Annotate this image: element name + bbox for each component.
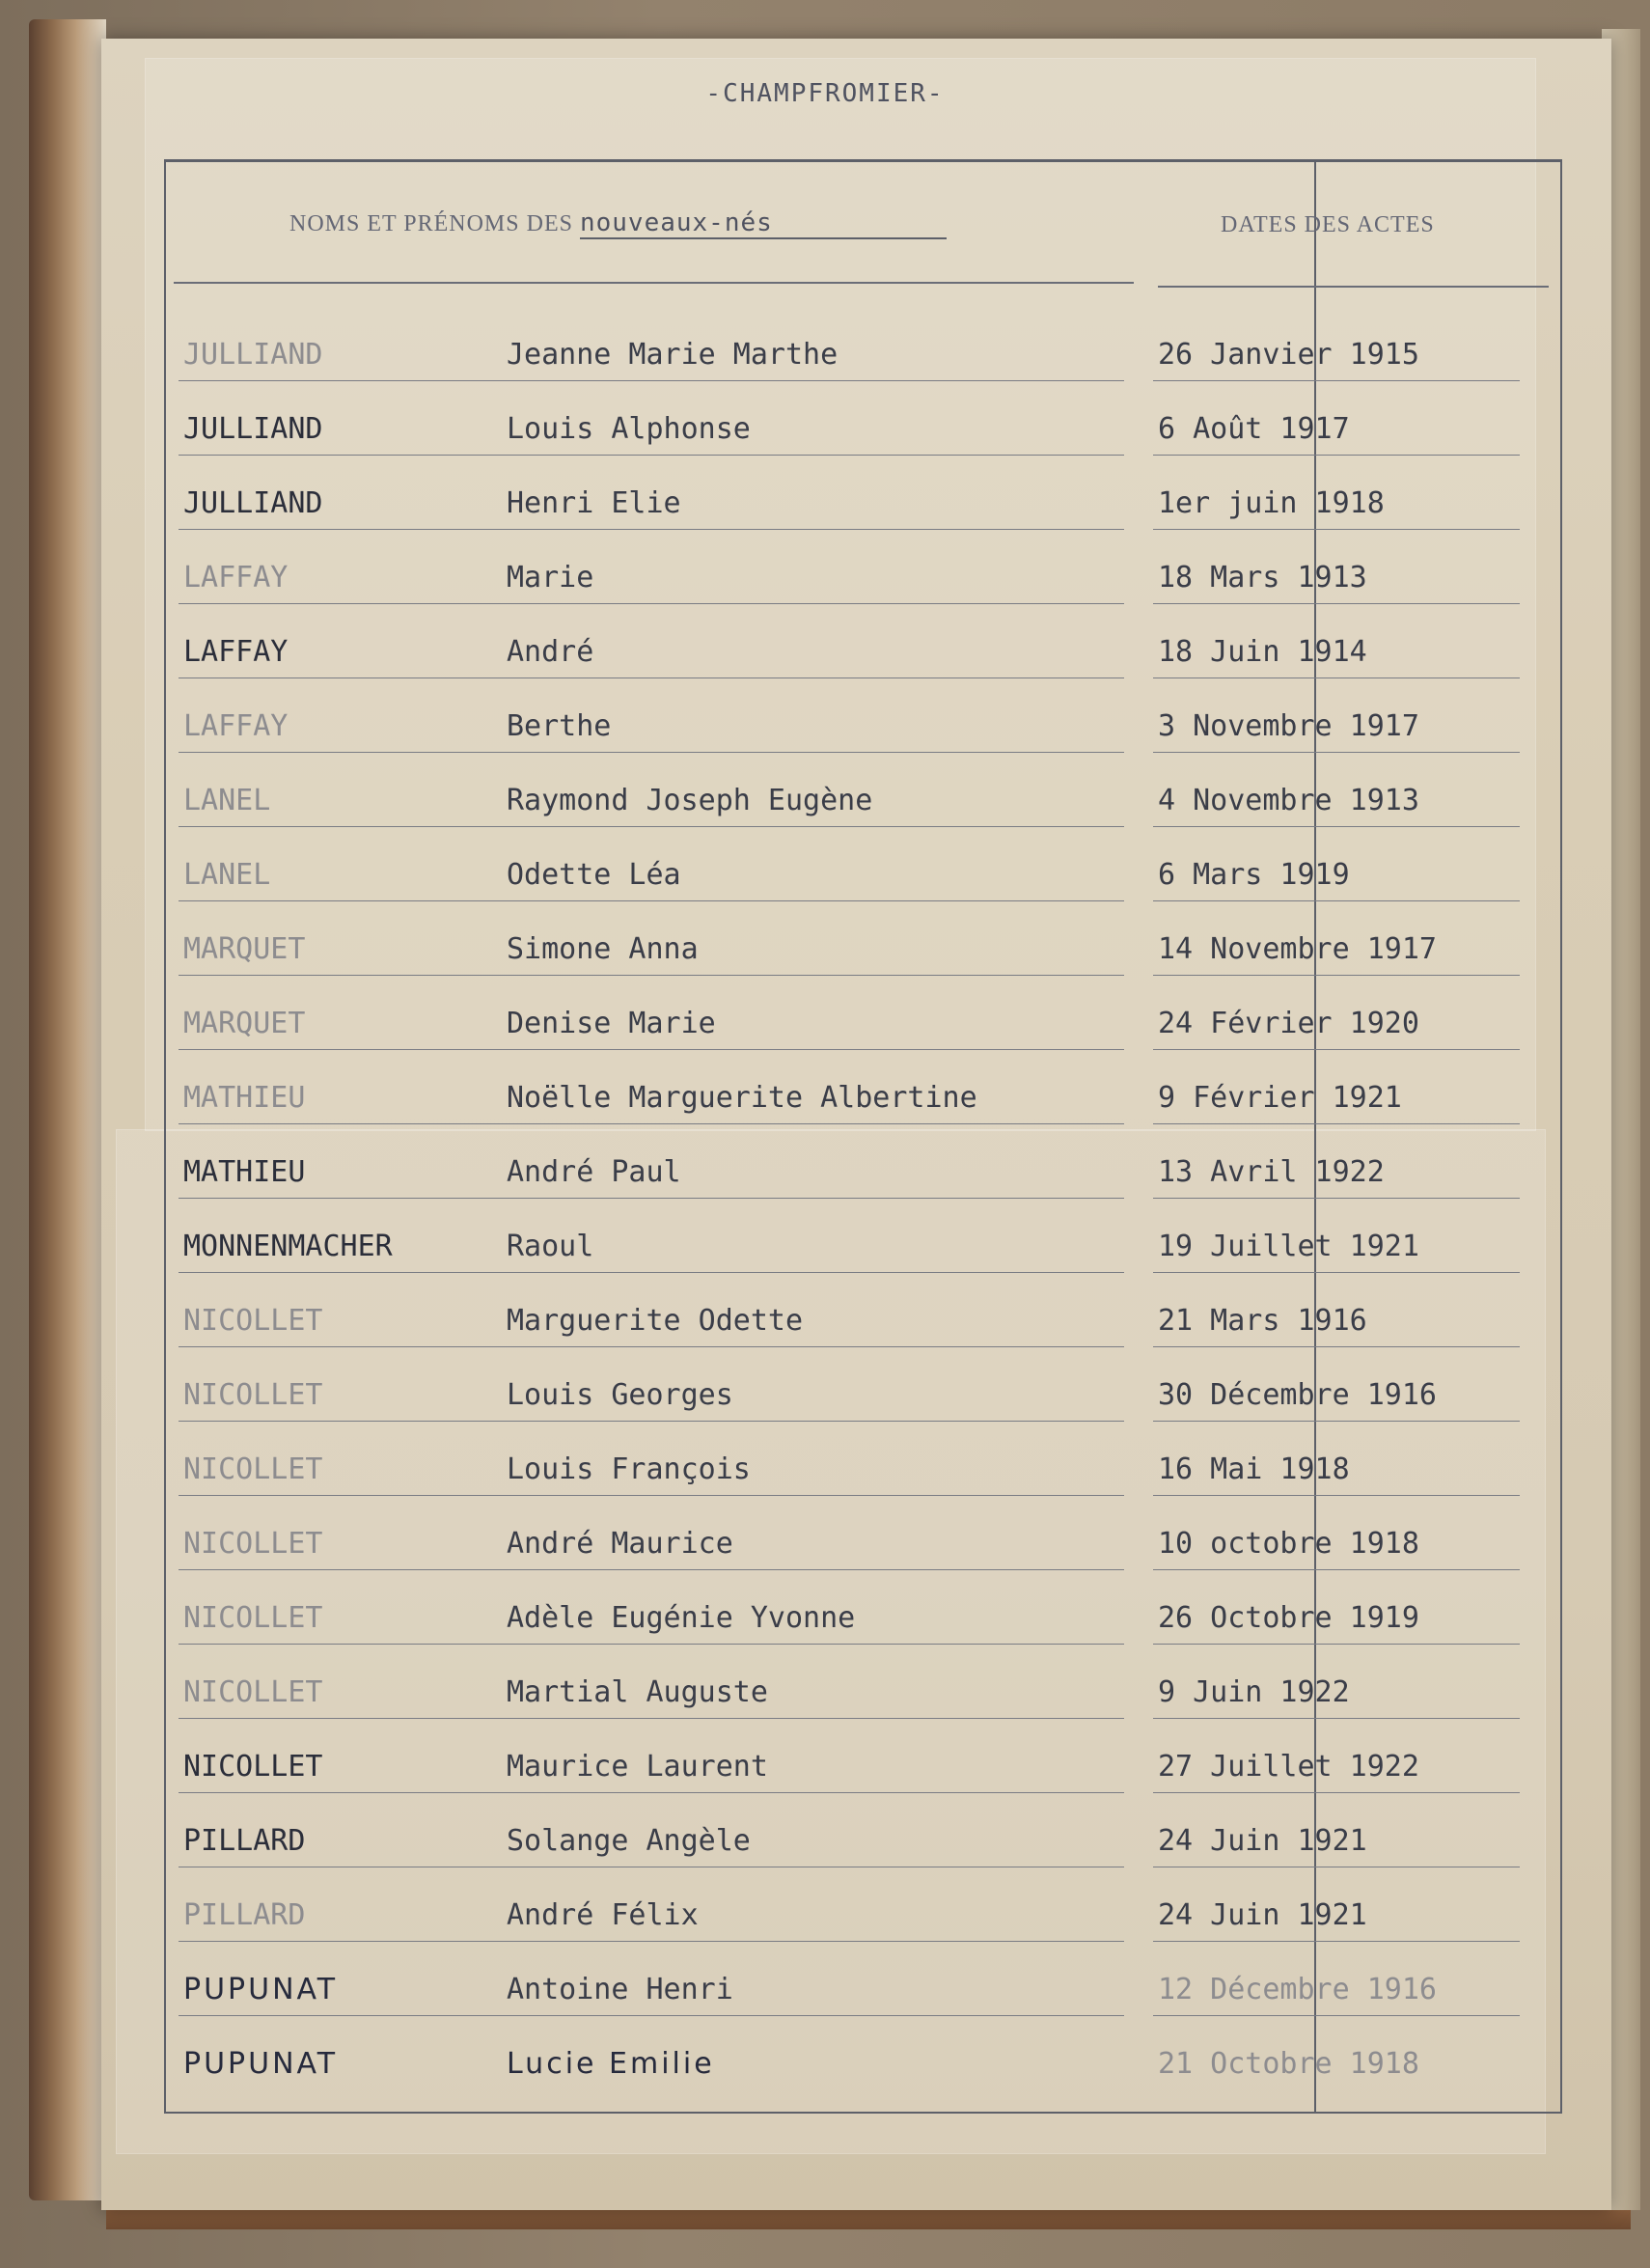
row-rule bbox=[1153, 1198, 1520, 1199]
row-date: 18 Juin 1914 bbox=[1158, 635, 1367, 669]
row-date: 9 Février 1921 bbox=[1158, 1081, 1402, 1115]
row-rule bbox=[179, 603, 1124, 604]
row-date: 14 Novembre 1917 bbox=[1158, 932, 1437, 966]
row-surname: PUPUNAT bbox=[183, 1973, 339, 2006]
row-surname: NICOLLET bbox=[183, 1601, 323, 1635]
row-date: 27 Juillet 1922 bbox=[1158, 1750, 1419, 1784]
row-rule bbox=[1153, 1644, 1520, 1645]
row-rule bbox=[179, 975, 1124, 976]
row-surname: PILLARD bbox=[183, 1898, 306, 1932]
row-surname: NICOLLET bbox=[183, 1378, 323, 1412]
row-rule bbox=[179, 1421, 1124, 1422]
row-date: 12 Décembre 1916 bbox=[1158, 1973, 1437, 2006]
row-rule bbox=[179, 1123, 1124, 1124]
row-given-names: Louis Georges bbox=[507, 1378, 733, 1412]
row-given-names: Marguerite Odette bbox=[507, 1304, 804, 1338]
row-rule bbox=[1153, 1495, 1520, 1496]
name-column-fill: nouveaux-nés bbox=[580, 208, 947, 239]
row-surname: NICOLLET bbox=[183, 1750, 323, 1784]
row-date: 16 Mai 1918 bbox=[1158, 1452, 1350, 1486]
row-rule bbox=[1153, 975, 1520, 976]
row-given-names: Maurice Laurent bbox=[507, 1750, 768, 1784]
row-given-names: Louis Alphonse bbox=[507, 412, 751, 446]
row-given-names: Lucie Emilie bbox=[507, 2047, 715, 2081]
row-given-names: Noëlle Marguerite Albertine bbox=[507, 1081, 977, 1115]
row-given-names: Berthe bbox=[507, 709, 612, 743]
row-given-names: Odette Léa bbox=[507, 858, 681, 892]
row-surname: LANEL bbox=[183, 858, 271, 892]
row-rule bbox=[1153, 455, 1520, 456]
row-date: 13 Avril 1922 bbox=[1158, 1155, 1385, 1189]
row-given-names: Adèle Eugénie Yvonne bbox=[507, 1601, 856, 1635]
register-row bbox=[0, 1824, 1650, 1882]
row-rule bbox=[179, 1346, 1124, 1347]
register-row bbox=[0, 1452, 1650, 1510]
row-rule bbox=[1153, 900, 1520, 901]
register-row bbox=[0, 858, 1650, 916]
row-given-names: Raoul bbox=[507, 1230, 594, 1263]
register-row bbox=[0, 635, 1650, 693]
register-row bbox=[0, 1675, 1650, 1733]
row-surname: MARQUET bbox=[183, 932, 306, 966]
row-rule bbox=[1153, 752, 1520, 753]
row-given-names: Jeanne Marie Marthe bbox=[507, 338, 839, 372]
row-surname: MATHIEU bbox=[183, 1155, 306, 1189]
register-row bbox=[0, 2047, 1650, 2105]
row-date: 21 Octobre 1918 bbox=[1158, 2047, 1419, 2081]
row-rule bbox=[1153, 826, 1520, 827]
row-rule bbox=[179, 1792, 1124, 1793]
row-date: 6 Mars 1919 bbox=[1158, 858, 1350, 892]
row-surname: PUPUNAT bbox=[183, 2047, 339, 2081]
register-row bbox=[0, 1601, 1650, 1659]
row-surname: PILLARD bbox=[183, 1824, 306, 1858]
row-rule bbox=[1153, 1123, 1520, 1124]
row-date: 24 Février 1920 bbox=[1158, 1007, 1419, 1040]
row-given-names: Denise Marie bbox=[507, 1007, 716, 1040]
row-rule bbox=[179, 1718, 1124, 1719]
row-date: 6 Août 1917 bbox=[1158, 412, 1350, 446]
row-given-names: Louis François bbox=[507, 1452, 751, 1486]
row-rule bbox=[1153, 1049, 1520, 1050]
row-surname: LANEL bbox=[183, 784, 271, 817]
row-surname: MATHIEU bbox=[183, 1081, 306, 1115]
register-row bbox=[0, 1155, 1650, 1213]
row-given-names: Marie bbox=[507, 561, 594, 595]
row-rule bbox=[1153, 1792, 1520, 1793]
row-surname: JULLIAND bbox=[183, 486, 323, 520]
name-column-prefix: NOMS ET PRÉNOMS DES bbox=[289, 211, 573, 236]
row-rule bbox=[179, 1198, 1124, 1199]
row-surname: NICOLLET bbox=[183, 1304, 323, 1338]
row-surname: LAFFAY bbox=[183, 635, 289, 669]
row-rule bbox=[1153, 2015, 1520, 2016]
row-surname: MONNENMACHER bbox=[183, 1230, 393, 1263]
row-surname: NICOLLET bbox=[183, 1527, 323, 1561]
register-row bbox=[0, 932, 1650, 990]
row-date: 24 Juin 1921 bbox=[1158, 1898, 1367, 1932]
row-rule bbox=[1153, 1718, 1520, 1719]
row-surname: JULLIAND bbox=[183, 338, 323, 372]
register-row bbox=[0, 784, 1650, 842]
row-date: 24 Juin 1921 bbox=[1158, 1824, 1367, 1858]
row-date: 21 Mars 1916 bbox=[1158, 1304, 1367, 1338]
row-surname: LAFFAY bbox=[183, 709, 289, 743]
register-row bbox=[0, 1898, 1650, 1956]
row-given-names: André Félix bbox=[507, 1898, 699, 1932]
row-date: 4 Novembre 1913 bbox=[1158, 784, 1419, 817]
register-row bbox=[0, 486, 1650, 544]
row-given-names: Antoine Henri bbox=[507, 1973, 733, 2006]
register-row bbox=[0, 1973, 1650, 2031]
row-rule bbox=[179, 900, 1124, 901]
row-given-names: André bbox=[507, 635, 594, 669]
row-date: 26 Octobre 1919 bbox=[1158, 1601, 1419, 1635]
row-rule bbox=[1153, 1421, 1520, 1422]
row-rule bbox=[179, 1569, 1124, 1570]
register-row bbox=[0, 1304, 1650, 1362]
row-date: 10 octobre 1918 bbox=[1158, 1527, 1419, 1561]
register-row bbox=[0, 412, 1650, 470]
row-rule bbox=[1153, 1941, 1520, 1942]
row-date: 30 Décembre 1916 bbox=[1158, 1378, 1437, 1412]
row-date: 3 Novembre 1917 bbox=[1158, 709, 1419, 743]
row-rule bbox=[179, 1049, 1124, 1050]
date-column-header: DATES DES ACTES bbox=[1221, 212, 1435, 237]
row-rule bbox=[179, 2015, 1124, 2016]
register-row bbox=[0, 338, 1650, 396]
header-rule bbox=[1158, 286, 1549, 288]
row-rule bbox=[1153, 603, 1520, 604]
row-date: 26 Janvier 1915 bbox=[1158, 338, 1419, 372]
row-rule bbox=[1153, 380, 1520, 381]
row-rule bbox=[179, 1941, 1124, 1942]
name-column-header bbox=[289, 208, 1023, 239]
row-date: 1er juin 1918 bbox=[1158, 486, 1385, 520]
row-surname: LAFFAY bbox=[183, 561, 289, 595]
row-given-names: Raymond Joseph Eugène bbox=[507, 784, 873, 817]
row-rule bbox=[1153, 529, 1520, 530]
row-date: 19 Juillet 1921 bbox=[1158, 1230, 1419, 1263]
row-rule bbox=[1153, 1569, 1520, 1570]
row-surname: NICOLLET bbox=[183, 1452, 323, 1486]
register-row bbox=[0, 1378, 1650, 1436]
row-surname: MARQUET bbox=[183, 1007, 306, 1040]
row-rule bbox=[1153, 1346, 1520, 1347]
page-title: -CHAMPFROMIER- bbox=[705, 79, 945, 108]
row-date: 18 Mars 1913 bbox=[1158, 561, 1367, 595]
row-rule bbox=[179, 455, 1124, 456]
register-row bbox=[0, 1081, 1650, 1139]
row-given-names: André Maurice bbox=[507, 1527, 733, 1561]
register-row bbox=[0, 1527, 1650, 1585]
row-given-names: André Paul bbox=[507, 1155, 681, 1189]
row-given-names: Simone Anna bbox=[507, 932, 699, 966]
row-rule bbox=[179, 529, 1124, 530]
row-surname: NICOLLET bbox=[183, 1675, 323, 1709]
register-row bbox=[0, 1230, 1650, 1287]
row-rule bbox=[1153, 1272, 1520, 1273]
row-rule bbox=[179, 1495, 1124, 1496]
row-rule bbox=[179, 380, 1124, 381]
register-row bbox=[0, 1750, 1650, 1808]
row-surname: JULLIAND bbox=[183, 412, 323, 446]
row-rule bbox=[179, 752, 1124, 753]
row-rule bbox=[179, 1272, 1124, 1273]
register-row bbox=[0, 709, 1650, 767]
register-row bbox=[0, 1007, 1650, 1065]
row-given-names: Martial Auguste bbox=[507, 1675, 768, 1709]
header-rule bbox=[174, 282, 1134, 284]
row-date: 9 Juin 1922 bbox=[1158, 1675, 1350, 1709]
register-row bbox=[0, 561, 1650, 619]
row-given-names: Solange Angèle bbox=[507, 1824, 751, 1858]
row-rule bbox=[179, 826, 1124, 827]
row-rule bbox=[179, 1644, 1124, 1645]
row-given-names: Henri Elie bbox=[507, 486, 681, 520]
